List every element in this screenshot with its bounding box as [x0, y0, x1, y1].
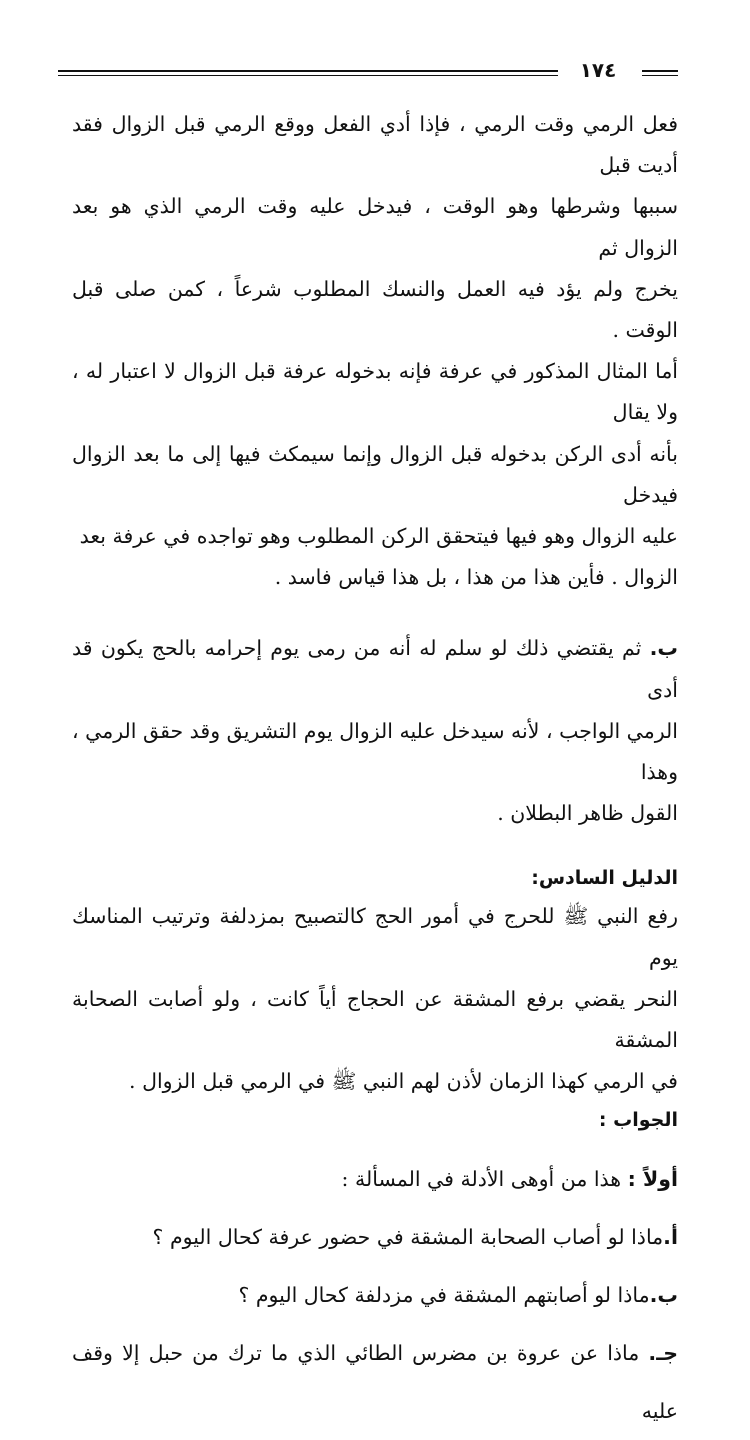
item-marker: ب.: [649, 1283, 678, 1308]
text-line: فعل الرمي وقت الرمي ، فإذا أدي الفعل ووقع الرمي قبل الزوال فقد أديت قبل: [72, 112, 678, 178]
text-line: [72, 628, 678, 710]
text-line: القول ظاهر البطلان .: [497, 801, 678, 826]
text-line: سببها وشرطها وهو الوقت ، فيدخل عليه وقت الرمي الذي هو بعد الزوال ثم: [72, 194, 678, 260]
section-answer: [72, 1102, 678, 1440]
text-line: عليه الزوال وهو فيها فيتحقق الركن المطلوب وهو تواجده في عرفة بعد: [79, 524, 678, 549]
header-rule-right: [642, 70, 678, 72]
text-line: الزوال . فأين هذا من هذا ، بل هذا قياس فاسد .: [274, 565, 678, 590]
answer-first-point: [72, 1150, 678, 1208]
header-rule-left: [58, 70, 558, 72]
text-line: النحر يقضي برفع المشقة عن الحجاج أياً كانت ، ولو أصابت الصحابة المشقة: [72, 986, 678, 1053]
text-line: في الرمي كهذا الزمان لأذن لهم النبي ﷺ في الرمي قبل الزوال .: [129, 1069, 678, 1094]
line-text: ماذا لو أصابتهم المشقة في مزدلفة كحال اليوم ؟: [238, 1283, 650, 1308]
page-number: ١٧٤: [579, 58, 617, 82]
line-text: هذا من أوهى الأدلة في المسألة :: [341, 1167, 628, 1192]
answer-item: [72, 1266, 678, 1324]
text-line: رفع النبي ﷺ للحرج في أمور الحج كالتصبيح بمزدلفة وترتيب المناسك يوم: [72, 904, 678, 970]
page-header: [58, 60, 678, 86]
page-body: [72, 104, 678, 1440]
line-text: ماذا عن عروة بن مضرس الطائي الذي ما ترك من حبل إلا وقف عليه: [72, 1341, 678, 1424]
answer-item: [72, 1324, 678, 1440]
item-marker: أولاً :: [627, 1167, 678, 1192]
text-line: يخرج ولم يؤد فيه العمل والنسك المطلوب شرعاً ، كمن صلى قبل الوقت .: [72, 276, 678, 343]
item-marker: جـ.: [648, 1341, 678, 1366]
section-evidence-6: [72, 860, 678, 1102]
item-marker: ب.: [649, 636, 678, 661]
answer-item: [72, 1208, 678, 1266]
paragraph-1: [72, 104, 678, 598]
item-marker: أ.: [663, 1225, 678, 1250]
text-line: الرمي الواجب ، لأنه سيدخل عليه الزوال يوم التشريق وقد حقق الرمي ، وهذا: [72, 718, 678, 785]
line-text: ثم يقتضي ذلك لو سلم له أنه من رمى يوم إحرامه بالحج يكون قد أدى: [72, 636, 678, 702]
line-text: ماذا لو أصاب الصحابة المشقة في حضور عرفة كحال اليوم ؟: [152, 1225, 664, 1250]
paragraph-2: [72, 628, 678, 834]
section-heading: الدليل السادس:: [531, 867, 678, 890]
answer-heading: الجواب :: [598, 1109, 678, 1132]
text-line: بأنه أدى الركن بدخوله قبل الزوال وإنما سيمكث فيها إلى ما بعد الزوال فيدخل: [72, 441, 678, 507]
text-line: أما المثال المذكور في عرفة فإنه بدخوله عرفة قبل الزوال لا اعتبار له ، ولا يقال: [72, 359, 678, 425]
